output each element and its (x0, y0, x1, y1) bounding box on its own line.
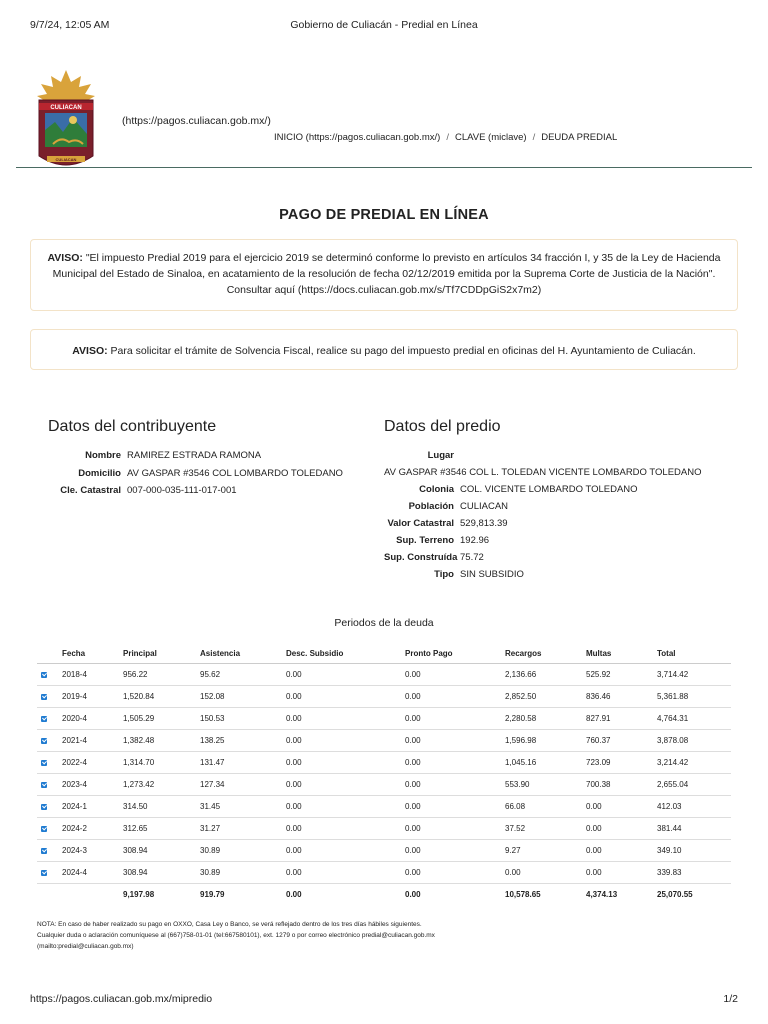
header-cell: Total (657, 643, 731, 664)
debt-cell: 131.47 (200, 752, 286, 774)
predio-field (384, 518, 508, 529)
debt-row (37, 796, 731, 818)
debt-cell: 152.08 (200, 686, 286, 708)
debt-table-header (37, 643, 731, 664)
debt-row (37, 862, 731, 884)
debt-cell: 0.00 (405, 708, 505, 730)
debt-cell: 3,714.42 (657, 664, 731, 686)
nota-line2: Cualquier duda o aclaración comuníquese al (667)758-01-01 (tel:667580101), ext. 1279 o por correo electrónico predial@culiacan.gob.mx (37, 932, 435, 939)
contribuyente-heading: Datos del contribuyente (48, 418, 217, 435)
debt-cell: 723.09 (586, 752, 657, 774)
debt-row (37, 708, 731, 730)
debt-cell: 1,596.98 (505, 730, 586, 752)
debt-cell: 339.83 (657, 862, 731, 884)
row-select-cell (37, 664, 62, 686)
aviso-text-line1: "El impuesto Predial 2019 para el ejercicio 2019 se determinó conforme lo previsto en artículos 34 fracción I, y 35 de la Ley de Hacienda (82, 252, 721, 264)
debt-table (37, 643, 731, 905)
header-cell: Pronto Pago (405, 643, 505, 664)
debt-cell: 5,361.88 (657, 686, 731, 708)
aviso-text: Para solicitar el trámite de Solvencia Fiscal, realice su pago del impuesto predial en oficinas del H. Ayuntamiento de Culiacán. (107, 345, 696, 357)
aviso-label: AVISO: (47, 252, 83, 264)
nota-line3: (mailto:predial@culiacan.gob.mx) (37, 943, 134, 950)
predio-field-value: CULIACAN (460, 501, 509, 512)
total-cell: 25,070.55 (657, 890, 693, 899)
debt-cell: 2018-4 (62, 664, 123, 686)
debt-totals-row (37, 884, 731, 906)
total-cell: 4,374.13 (586, 890, 618, 899)
debt-cell: 31.27 (200, 818, 286, 840)
logo-top-text: CULIACAN (50, 105, 82, 111)
debt-cell: 0.00 (405, 840, 505, 862)
print-datetime: 9/7/24, 12:05 AM (30, 19, 110, 31)
debt-cell: 0.00 (586, 862, 657, 884)
debt-row (37, 774, 731, 796)
debt-cell: 2024-3 (62, 840, 123, 862)
total-cell: 10,578.65 (505, 890, 541, 899)
row-checkbox[interactable] (41, 694, 47, 700)
breadcrumb-clave[interactable]: CLAVE (miclave) (454, 132, 527, 143)
debt-cell: 2022-4 (62, 752, 123, 774)
debt-cell: 308.94 (123, 840, 200, 862)
debt-row (37, 840, 731, 862)
debt-cell: 700.38 (586, 774, 657, 796)
predio-field (384, 569, 524, 580)
debt-cell: 312.65 (123, 818, 200, 840)
contribuyente-field-value: RAMIREZ ESTRADA RAMONA (127, 450, 262, 461)
row-checkbox[interactable] (41, 848, 47, 854)
aviso-impuesto-2019 (30, 239, 738, 311)
debt-cell: 0.00 (286, 752, 405, 774)
debt-cell: 150.53 (200, 708, 286, 730)
debt-cell: 1,045.16 (505, 752, 586, 774)
debt-cell: 0.00 (286, 730, 405, 752)
predio-field-value: 192.96 (460, 535, 490, 546)
debt-cell: 0.00 (586, 840, 657, 862)
predio-field (384, 501, 508, 512)
contribuyente-field-value: AV GASPAR #3546 COL LOMBARDO TOLEDANO (127, 467, 343, 479)
contribuyente-field-value: 007-000-035-111-017-001 (127, 485, 237, 496)
header-cell: Fecha (62, 643, 123, 664)
row-checkbox[interactable] (41, 804, 47, 810)
debt-row (37, 730, 731, 752)
debt-cell: 0.00 (405, 730, 505, 752)
debt-cell: 30.89 (200, 840, 286, 862)
debt-cell: 66.08 (505, 796, 586, 818)
contribuyente-field-label: Nombre (85, 450, 121, 461)
debt-cell: 0.00 (405, 686, 505, 708)
page-title: PAGO DE PREDIAL EN LÍNEA (279, 207, 489, 223)
debt-cell: 760.37 (586, 730, 657, 752)
row-checkbox[interactable] (41, 716, 47, 722)
debt-cell: 2,852.50 (505, 686, 586, 708)
debt-cell: 2021-4 (62, 730, 123, 752)
row-select-cell (37, 862, 62, 884)
row-checkbox[interactable] (41, 760, 47, 766)
predio-field-label: Población (408, 501, 454, 512)
predio-field-label: Tipo (434, 569, 454, 580)
header-cell: Asistencia (200, 643, 286, 664)
debt-row (37, 752, 731, 774)
debt-cell: 2023-4 (62, 774, 123, 796)
debt-row (37, 818, 731, 840)
debt-cell: 0.00 (405, 818, 505, 840)
totals-spacer (37, 884, 62, 906)
debt-cell: 381.44 (657, 818, 731, 840)
debt-cell: 0.00 (405, 664, 505, 686)
debt-cell: 0.00 (286, 818, 405, 840)
contribuyente-field-label: Cle. Catastral (60, 485, 121, 496)
debt-cell: 412.03 (657, 796, 731, 818)
print-title: Gobierno de Culiacán - Predial en Línea (290, 19, 478, 31)
breadcrumb-inicio[interactable]: INICIO (https://pagos.culiacan.gob.mx/) (274, 132, 441, 143)
debt-cell: 2024-1 (62, 796, 123, 818)
debt-cell: 3,878.08 (657, 730, 731, 752)
row-checkbox[interactable] (41, 672, 47, 678)
breadcrumb-deuda-predial: DEUDA PREDIAL (541, 132, 618, 143)
nota-line1: NOTA: En caso de haber realizado su pago en OXXO, Casa Ley o Banco, se verá reflejado dentro de los tres días hábiles siguientes. (37, 921, 422, 928)
contribuyente-field (48, 468, 343, 479)
debt-cell: 314.50 (123, 796, 200, 818)
predio-field (384, 552, 484, 563)
debt-cell: 0.00 (405, 774, 505, 796)
row-select-cell (37, 708, 62, 730)
header-cell: Principal (123, 643, 200, 664)
predio-field-label: Sup. Terreno (396, 535, 454, 546)
debt-cell: 525.92 (586, 664, 657, 686)
debt-cell: 0.00 (286, 774, 405, 796)
debt-cell: 0.00 (405, 752, 505, 774)
debt-cell: 0.00 (405, 796, 505, 818)
row-select-cell (37, 774, 62, 796)
culiacan-logo[interactable] (33, 70, 99, 174)
contribuyente-field-label: Domicilio (78, 467, 121, 479)
debt-row (37, 686, 731, 708)
debt-cell: 349.10 (657, 840, 731, 862)
debt-cell: 0.00 (286, 840, 405, 862)
predio-field (384, 535, 489, 546)
debt-cell: 836.46 (586, 686, 657, 708)
row-select-cell (37, 818, 62, 840)
nota (37, 919, 467, 952)
row-select-cell (37, 686, 62, 708)
debt-cell: 1,314.70 (123, 752, 200, 774)
aviso-solvencia-fiscal (30, 329, 738, 370)
debt-table-title: Periodos de la deuda (334, 617, 434, 629)
debt-cell: 3,214.42 (657, 752, 731, 774)
predio-field-value: COL. VICENTE LOMBARDO TOLEDANO (460, 484, 638, 495)
debt-cell: 553.90 (505, 774, 586, 796)
row-checkbox[interactable] (41, 738, 47, 744)
debt-cell: 0.00 (586, 796, 657, 818)
total-cell: 0.00 (405, 890, 421, 899)
total-cell: 919.79 (200, 890, 225, 899)
debt-cell: 0.00 (405, 862, 505, 884)
header-cell: Desc. Subsidio (286, 643, 405, 664)
predio-lugar-value: AV GASPAR #3546 COL L. TOLEDAN VICENTE LOMBARDO TOLEDANO (384, 467, 702, 478)
row-checkbox[interactable] (41, 870, 47, 876)
debt-cell: 956.22 (123, 664, 200, 686)
debt-cell: 1,273.42 (123, 774, 200, 796)
debt-cell: 2,136.66 (505, 664, 586, 686)
row-select-cell (37, 752, 62, 774)
row-select-cell (37, 730, 62, 752)
debt-cell: 2019-4 (62, 686, 123, 708)
row-checkbox[interactable] (41, 782, 47, 788)
predio-lugar (384, 450, 454, 461)
debt-cell: 2024-4 (62, 862, 123, 884)
debt-cell: 37.52 (505, 818, 586, 840)
predio-field-value: 529,813.39 (460, 518, 508, 529)
predio-field-value: SIN SUBSIDIO (460, 569, 524, 580)
debt-cell: 0.00 (286, 862, 405, 884)
row-select-cell (37, 840, 62, 862)
debt-cell: 127.34 (200, 774, 286, 796)
aviso-label: AVISO: (72, 345, 108, 357)
total-cell: 9,197.98 (123, 890, 155, 899)
debt-cell: 1,382.48 (123, 730, 200, 752)
header-cell (37, 643, 62, 664)
predio-field-label: Colonia (419, 484, 454, 495)
predio-heading: Datos del predio (384, 418, 501, 435)
debt-row (37, 664, 731, 686)
print-footer-url: https://pagos.culiacan.gob.mx/mipredio (30, 993, 213, 1005)
aviso-text-line2: Municipal del Estado de Sinaloa, en acatamiento de la resolución de fecha 02/12/2019 emitida por la Suprema Corte de Justicia de la Nación". (52, 268, 716, 280)
print-page-number: 1/2 (723, 993, 738, 1005)
debt-cell: 30.89 (200, 862, 286, 884)
debt-cell: 0.00 (286, 796, 405, 818)
header-cell: Recargos (505, 643, 586, 664)
logo-bottom-text: CULIACAN (55, 157, 77, 162)
breadcrumb-separator: / (446, 132, 449, 143)
header-divider (16, 167, 752, 168)
debt-cell: 2,655.04 (657, 774, 731, 796)
debt-cell: 1,505.29 (123, 708, 200, 730)
logo-crown (37, 70, 95, 102)
debt-cell: 0.00 (286, 686, 405, 708)
debt-cell: 2020-4 (62, 708, 123, 730)
row-checkbox[interactable] (41, 826, 47, 832)
debt-cell: 308.94 (123, 862, 200, 884)
debt-cell: 138.25 (200, 730, 286, 752)
row-select-cell (37, 796, 62, 818)
aviso-consultar-link[interactable]: Consultar aquí (https://docs.culiacan.gob.mx/s/Tf7CDDpGiS2x7m2) (226, 284, 542, 296)
breadcrumb-separator: / (532, 132, 536, 143)
predio-field-value: 75.72 (460, 552, 484, 563)
site-home-link[interactable]: (https://pagos.culiacan.gob.mx/) (122, 115, 271, 127)
total-cell: 0.00 (286, 890, 302, 899)
debt-cell: 0.00 (286, 708, 405, 730)
debt-cell: 31.45 (200, 796, 286, 818)
debt-cell: 95.62 (200, 664, 286, 686)
debt-cell: 1,520.84 (123, 686, 200, 708)
predio-field-label: Valor Catastral (387, 518, 454, 529)
predio-field (384, 484, 638, 495)
predio-lugar-label: Lugar (427, 450, 454, 461)
debt-cell: 0.00 (286, 664, 405, 686)
header-cell: Multas (586, 643, 657, 664)
contribuyente-field (48, 485, 237, 496)
debt-cell: 2024-2 (62, 818, 123, 840)
debt-cell: 0.00 (505, 862, 586, 884)
debt-cell: 827.91 (586, 708, 657, 730)
debt-cell: 9.27 (505, 840, 586, 862)
debt-cell: 4,764.31 (657, 708, 731, 730)
contribuyente-field (48, 450, 261, 461)
debt-cell: 2,280.58 (505, 708, 586, 730)
breadcrumb (274, 132, 617, 143)
debt-cell: 0.00 (586, 818, 657, 840)
predio-field-label: Sup. Construída (384, 552, 458, 563)
totals-spacer (62, 884, 123, 906)
